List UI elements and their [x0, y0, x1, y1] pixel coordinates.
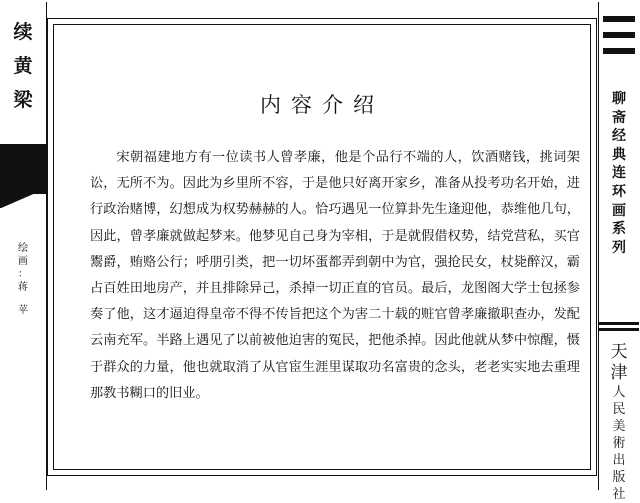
credit-char: 蒋 [18, 282, 28, 293]
publisher-char: 天 [610, 342, 628, 362]
publisher-char: 社 [612, 487, 626, 502]
book-title-char: 续 [13, 20, 33, 43]
spine-black-band [0, 144, 46, 194]
content-frame-inner [53, 24, 591, 470]
stripe-bar [603, 16, 635, 22]
stripe-bar [603, 48, 635, 54]
left-spine [0, 2, 47, 490]
credit-char: 绘 [18, 243, 28, 254]
publisher-char: 術 [612, 436, 626, 451]
spine-wedge-decoration [0, 188, 46, 208]
content-body: 宋朝福建地方有一位读书人曾孝廉，他是个品行不端的人，饮酒赌钱，挑词架讼，无所不为。因此为乡里所不容，于是他只好离开家乡，准备从投考功名开始，进行政治赌博，幻想成为权势赫赫的人。恰巧遇见一位算卦先生逢迎他，恭维他几句，因此，曾孝廉就做起梦来。他梦见自己身为宰相，于是就假借权势，结党营私，买官鬻爵，贿赂公行；呼朋引类，把一切坏蛋都弄到朝中为官，强抢民女，杖毙醉汉，霸占百姓田地房产，并且排除异己，杀掉一切正直的官员。最后，龙图阁大学士包拯参奏了他，这才逼迫得皇帝不得不传旨把这个为害二十载的赃官曾孝廉撤职查办，发配云南充军。半路上遇见了以前被他迫害的冤民，把他杀掉。因此他就从梦中惊醒，慑于群众的力量，他也就取消了从官宦生涯里谋取功名富贵的念头，老老实实地去重理那教书糊口的旧业。 [90, 150, 580, 401]
series-char: 典 [612, 146, 626, 163]
content-frame [47, 18, 597, 476]
publisher-char: 民 [612, 402, 626, 417]
book-title-vertical [0, 2, 46, 129]
series-char: 经 [612, 128, 626, 145]
book-title-char: 黄 [13, 54, 33, 77]
publisher-char: 津 [610, 363, 628, 383]
publisher-char: 人 [612, 385, 626, 400]
content-title: 内容介绍 [260, 93, 384, 117]
series-char: 环 [612, 183, 626, 200]
publisher-vertical [599, 342, 639, 503]
book-title-char: 梁 [13, 88, 33, 111]
publisher-char: 美 [612, 419, 626, 434]
series-title-vertical [599, 90, 639, 257]
series-char: 列 [612, 239, 626, 256]
spine-divider [599, 322, 639, 325]
right-spine [598, 2, 639, 502]
credit-char: 画 [18, 256, 28, 267]
publisher-char: 出 [612, 453, 626, 468]
credit-char: ： [18, 269, 28, 280]
series-char: 斋 [612, 109, 626, 126]
credit-char: 苹 [18, 305, 28, 316]
spine-divider [599, 328, 639, 331]
stripe-bar [603, 32, 635, 38]
series-char: 系 [612, 221, 626, 238]
illustrator-credit-vertical [10, 242, 36, 317]
series-char: 画 [612, 202, 626, 219]
spine-stripe-decoration [599, 2, 639, 64]
series-char: 聊 [612, 91, 626, 107]
publisher-char: 版 [612, 470, 626, 485]
series-char: 连 [612, 165, 626, 182]
